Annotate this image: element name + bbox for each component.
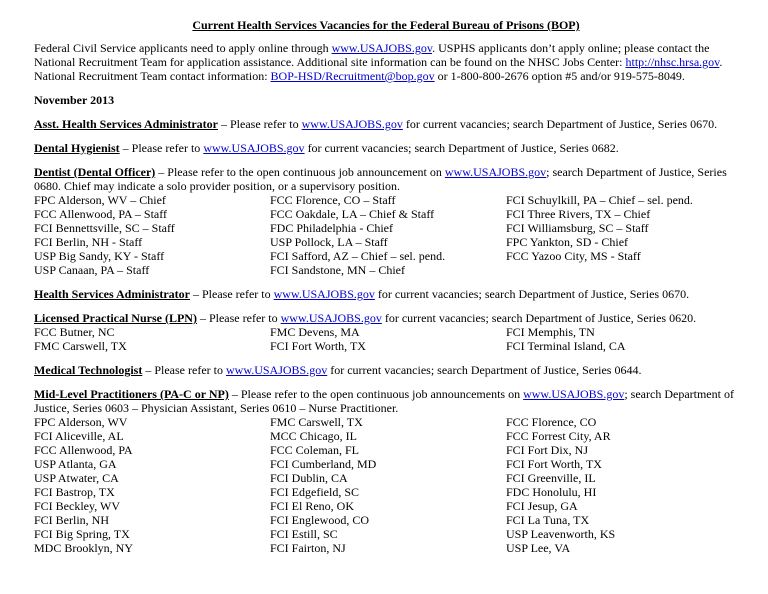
location-cell: FCC Forrest City, AR <box>506 429 611 443</box>
location-cell: FCI Williamsburg, SC – Staff <box>506 221 649 235</box>
usajobs-link[interactable]: www.USAJOBS.gov <box>331 41 433 55</box>
location-cell: FCI Three Rivers, TX – Chief <box>506 207 651 221</box>
location-cell: FPC Alderson, WV – Chief <box>34 193 166 207</box>
section-text: for current vacancies; search Department of Justice, Series 0670. <box>374 287 690 301</box>
location-cell: FCC Yazoo City, MS - Staff <box>506 249 641 263</box>
location-cell: FCC Oakdale, LA – Chief & Staff <box>270 207 435 221</box>
location-cell: USP Big Sandy, KY - Staff <box>34 249 165 263</box>
location-cell: FCC Allenwood, PA <box>34 443 133 457</box>
section-text: – Please refer to <box>119 141 204 155</box>
location-cell: FPC Yankton, SD - Chief <box>506 235 629 249</box>
section-heading: Asst. Health Services Administrator <box>34 117 218 131</box>
location-cell: USP Leavenworth, KS <box>506 527 616 541</box>
usajobs-link[interactable]: www.USAJOBS.gov <box>203 141 305 155</box>
section-heading: Dental Hygienist <box>34 141 120 155</box>
location-cell: USP Canaan, PA – Staff <box>34 263 150 277</box>
section-hsa <box>34 287 738 301</box>
section-lpn <box>34 311 738 325</box>
location-cell <box>506 263 738 277</box>
section-text: – Please refer to <box>142 363 226 377</box>
nhsc-link[interactable]: http://nhsc.hrsa.gov <box>625 55 720 69</box>
location-cell: USP Atwater, CA <box>34 471 119 485</box>
dentist-locations <box>34 193 738 277</box>
location-cell: FPC Alderson, WV <box>34 415 128 429</box>
location-cell: FCI Greenville, IL <box>506 471 596 485</box>
location-cell: FCI Fort Worth, TX <box>506 457 602 471</box>
section-text: for current vacancies; search Department of Justice, Series 0644. <box>327 363 642 377</box>
location-cell: FCI Aliceville, AL <box>34 429 124 443</box>
location-cell: FCC Butner, NC <box>34 325 115 339</box>
location-cell: FMC Carswell, TX <box>34 339 127 353</box>
section-asst-admin <box>34 117 738 131</box>
section-text: for current vacancies; search Department of Justice, Series 0670. <box>402 117 718 131</box>
section-dental-hygienist <box>34 141 738 155</box>
usajobs-link[interactable]: www.USAJOBS.gov <box>523 387 625 401</box>
location-cell: FCI Beckley, WV <box>34 499 120 513</box>
section-text: – Please refer to the open continuous job announcement on <box>155 165 445 179</box>
location-cell: USP Lee, VA <box>506 541 571 555</box>
intro-text-4: or 1-800-800-2676 option #5 and/or 919-575-8049. <box>434 69 685 83</box>
location-cell: FMC Devens, MA <box>270 325 360 339</box>
location-cell: FCC Allenwood, PA – Staff <box>34 207 168 221</box>
usajobs-link[interactable]: www.USAJOBS.gov <box>444 165 547 179</box>
location-cell: MCC Chicago, IL <box>270 429 357 443</box>
usajobs-link[interactable]: www.USAJOBS.gov <box>301 117 403 131</box>
location-cell: FCI Edgefield, SC <box>270 485 359 499</box>
location-cell: FCI Terminal Island, CA <box>506 339 626 353</box>
location-cell: FCC Florence, CO – Staff <box>270 193 396 207</box>
location-cell: FCI Bennettsville, SC – Staff <box>34 221 175 235</box>
location-cell: FCI Fairton, NJ <box>270 541 346 555</box>
section-heading: Mid-Level Practitioners (PA-C or NP) <box>34 387 229 401</box>
location-cell: FCI Schuylkill, PA – Chief – sel. pend. <box>506 193 693 207</box>
location-cell: FCI Dublin, CA <box>270 471 348 485</box>
location-cell: FCI Fort Worth, TX <box>270 339 366 353</box>
location-cell: FCI Memphis, TN <box>506 325 595 339</box>
page-title: Current Health Services Vacancies for the Federal Bureau of Prisons (BOP) <box>192 18 580 32</box>
location-cell: FCI Bastrop, TX <box>34 485 115 499</box>
section-heading: Dentist (Dental Officer) <box>34 165 156 179</box>
section-text: ; search Department of Justice, Series 0680. Chief may indicate a solo provider position, or a supervisory position. <box>34 165 727 193</box>
section-heading: Medical Technologist <box>34 363 143 377</box>
location-cell: FCI Sandstone, MN – Chief <box>270 263 405 277</box>
section-text: – Please refer to <box>189 287 274 301</box>
location-cell: USP Pollock, LA – Staff <box>270 235 388 249</box>
location-cell: FDC Honolulu, HI <box>506 485 597 499</box>
intro-text-1: Federal Civil Service applicants need to apply online through <box>34 41 332 55</box>
location-cell: FCI Englewood, CO <box>270 513 369 527</box>
intro-text-2: . USPHS applicants don’t apply online; please contact the National Recruitment Team for application assistance. Additional site information can be found on the NHSC Jobs Center: <box>34 41 710 69</box>
section-text: ; search Department of Justice, Series 0603 – Physician Assistant, Series 0610 – Nurse Practitioner. <box>34 387 734 415</box>
section-text: – Please refer to the open continuous job announcements on <box>228 387 524 401</box>
location-cell: FCI Fort Dix, NJ <box>506 443 589 457</box>
section-med-tech <box>34 363 738 377</box>
lpn-locations <box>34 325 738 353</box>
location-cell: FCI Estill, SC <box>270 527 338 541</box>
location-cell: USP Atlanta, GA <box>34 457 117 471</box>
location-cell: FCI Berlin, NH - Staff <box>34 235 143 249</box>
section-heading: Health Services Administrator <box>34 287 190 301</box>
date-heading: November 2013 <box>34 93 115 107</box>
location-cell: FMC Carswell, TX <box>270 415 363 429</box>
location-cell: MDC Brooklyn, NY <box>34 541 134 555</box>
location-cell: FCI Big Spring, TX <box>34 527 130 541</box>
location-cell: FCI Jesup, GA <box>506 499 578 513</box>
document-page <box>34 18 738 555</box>
section-text: for current vacancies; search Department of Justice, Series 0682. <box>304 141 619 155</box>
location-cell: FCI Safford, AZ – Chief – sel. pend. <box>270 249 446 263</box>
usajobs-link[interactable]: www.USAJOBS.gov <box>225 363 328 377</box>
usajobs-link[interactable]: www.USAJOBS.gov <box>280 311 382 325</box>
section-heading: Licensed Practical Nurse (LPN) <box>34 311 197 325</box>
usajobs-link[interactable]: www.USAJOBS.gov <box>273 287 375 301</box>
recruitment-email-link[interactable]: BOP-HSD/Recruitment@bop.gov <box>270 69 435 83</box>
location-cell: FCC Coleman, FL <box>270 443 360 457</box>
intro-paragraph <box>34 41 738 83</box>
location-cell: FCC Florence, CO <box>506 415 597 429</box>
location-cell: FCI La Tuna, TX <box>506 513 590 527</box>
section-dentist <box>34 165 738 193</box>
section-mlp <box>34 387 738 415</box>
section-text: for current vacancies; search Department of Justice, Series 0620. <box>381 311 697 325</box>
mlp-locations <box>34 415 738 555</box>
location-cell: FDC Philadelphia - Chief <box>270 221 393 235</box>
section-text: – Please refer to <box>196 311 281 325</box>
location-cell: FCI El Reno, OK <box>270 499 354 513</box>
intro-text-3: . National Recruitment Team contact information: <box>34 55 723 83</box>
location-cell: FCI Berlin, NH <box>34 513 109 527</box>
location-cell: FCI Cumberland, MD <box>270 457 377 471</box>
section-text: – Please refer to <box>217 117 302 131</box>
